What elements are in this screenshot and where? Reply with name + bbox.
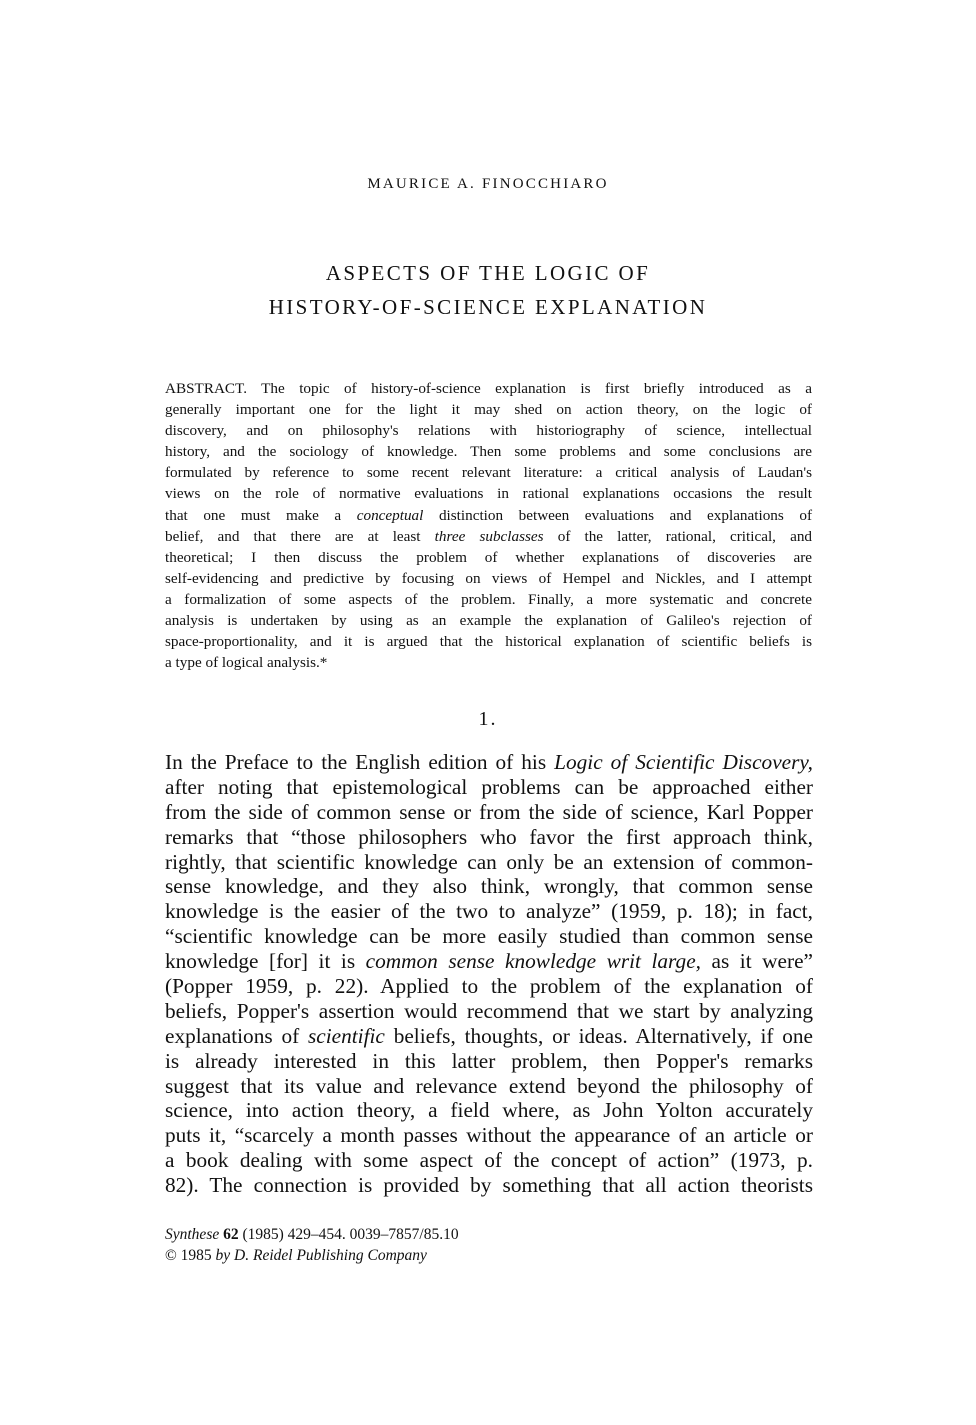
- abstract-line: self-evidencing and predictive by focusing on views of Hempel and Nickles, and I attempt: [165, 569, 812, 587]
- body-line: 82). The connection is provided by something that all action theorists: [165, 1173, 813, 1198]
- abstract-line: belief, and that there are at least three subclasses of the latter, rational, critical, and: [165, 527, 813, 545]
- emphasis: common sense knowledge writ large,: [365, 949, 701, 974]
- abstract-line: a formalization of some aspects of the problem. Finally, a more systematic and concrete: [165, 590, 812, 608]
- body-line: rightly, that scientific knowledge can only be an extension of common-: [165, 849, 813, 874]
- body-line: remarks that “those philosophers who favor the first approach think,: [165, 824, 813, 849]
- body-line: In the Preface to the English edition of his Logic of Scientific Discovery,: [165, 750, 813, 774]
- volume-number: 62: [223, 1226, 239, 1243]
- body-line: science, into action theory, a field where, as John Yolton accurately: [165, 1098, 813, 1123]
- abstract-line: theoretical; I then discuss the problem of whether explanations of discoveries are: [165, 548, 812, 566]
- copyright-line: © 1985 by D. Reidel Publishing Company: [165, 1247, 427, 1264]
- abstract: [165, 378, 812, 673]
- body-paragraph: [165, 750, 813, 1198]
- body-line: after noting that epistemological problems can be approached either: [165, 774, 813, 799]
- emphasis: conceptual: [356, 506, 424, 524]
- body-line: explanations of scientific beliefs, thoughts, or ideas. Alternatively, if one: [165, 1023, 814, 1048]
- body-line: sense knowledge, and they also think, wrongly, that common sense: [165, 874, 813, 899]
- abstract-line: that one must make a conceptual distinction between evaluations and explanations of: [165, 506, 813, 524]
- body-line: (Popper 1959, p. 22). Applied to the problem of the explanation of: [165, 974, 813, 999]
- author-name: MAURICE A. FINOCCHIARO: [367, 176, 609, 192]
- body-line: “scientific knowledge can be more easily studied than common sense: [165, 924, 813, 949]
- body-line: knowledge [for] it is common sense knowledge writ large, as it were”: [165, 949, 814, 974]
- abstract-line: formulated by reference to some recent relevant literature: a critical analysis of Laudan's: [165, 464, 812, 482]
- journal-name: Synthese: [165, 1226, 220, 1243]
- body-line: beliefs, Popper's assertion would recommend that we start by analyzing: [165, 998, 813, 1023]
- body-line: puts it, “scarcely a month passes without the appearance of an article or: [165, 1123, 813, 1148]
- copyright-symbol: ©: [165, 1247, 177, 1264]
- paper-title: [0, 256, 976, 324]
- body-line: from the side of common sense or from the side of science, Karl Popper: [165, 799, 813, 824]
- body-line: is already interested in this latter problem, then Popper's remarks: [165, 1048, 813, 1073]
- book-title: Logic of Scientific Discovery,: [554, 750, 813, 774]
- title-line-1: ASPECTS OF THE LOGIC OF: [325, 261, 651, 285]
- abstract-line: a type of logical analysis.*: [165, 654, 328, 672]
- abstract-line: space-proportionality, and it is argued that the historical explanation of scientific beliefs is: [165, 633, 812, 651]
- publisher-name: by D. Reidel Publishing Company: [215, 1247, 427, 1264]
- abstract-line: analysis is undertaken by using as an example the explanation of Galileo's rejection of: [165, 612, 812, 630]
- journal-citation: Synthese 62 (1985) 429–454. 0039–7857/85.10: [165, 1226, 459, 1243]
- abstract-line: ABSTRACT. The topic of history-of-science explanation is first briefly introduced as a: [165, 380, 812, 397]
- emphasis: scientific: [308, 1023, 385, 1048]
- citation-footer: [165, 1224, 665, 1266]
- abstract-line: views on the role of normative evaluations in rational explanations occasions the result: [165, 485, 812, 503]
- abstract-line: generally important one for the light it may shed on action theory, on the logic of: [165, 401, 812, 419]
- body-line: suggest that its value and relevance extend beyond the philosophy of: [165, 1073, 813, 1098]
- title-line-2: HISTORY-OF-SCIENCE EXPLANATION: [268, 295, 708, 319]
- emphasis: three subclasses: [434, 527, 544, 545]
- abstract-line: history, and the sociology of knowledge. Then some problems and some conclusions are: [165, 443, 812, 461]
- body-line: a book dealing with some aspect of the concept of action” (1973, p.: [165, 1148, 813, 1173]
- abstract-line: discovery, and on philosophy's relations with historiography of science, intellectual: [165, 422, 812, 440]
- body-line: knowledge is the easier of the two to analyze” (1959, p. 18); in fact,: [165, 899, 813, 924]
- section-number: 1.: [478, 708, 498, 730]
